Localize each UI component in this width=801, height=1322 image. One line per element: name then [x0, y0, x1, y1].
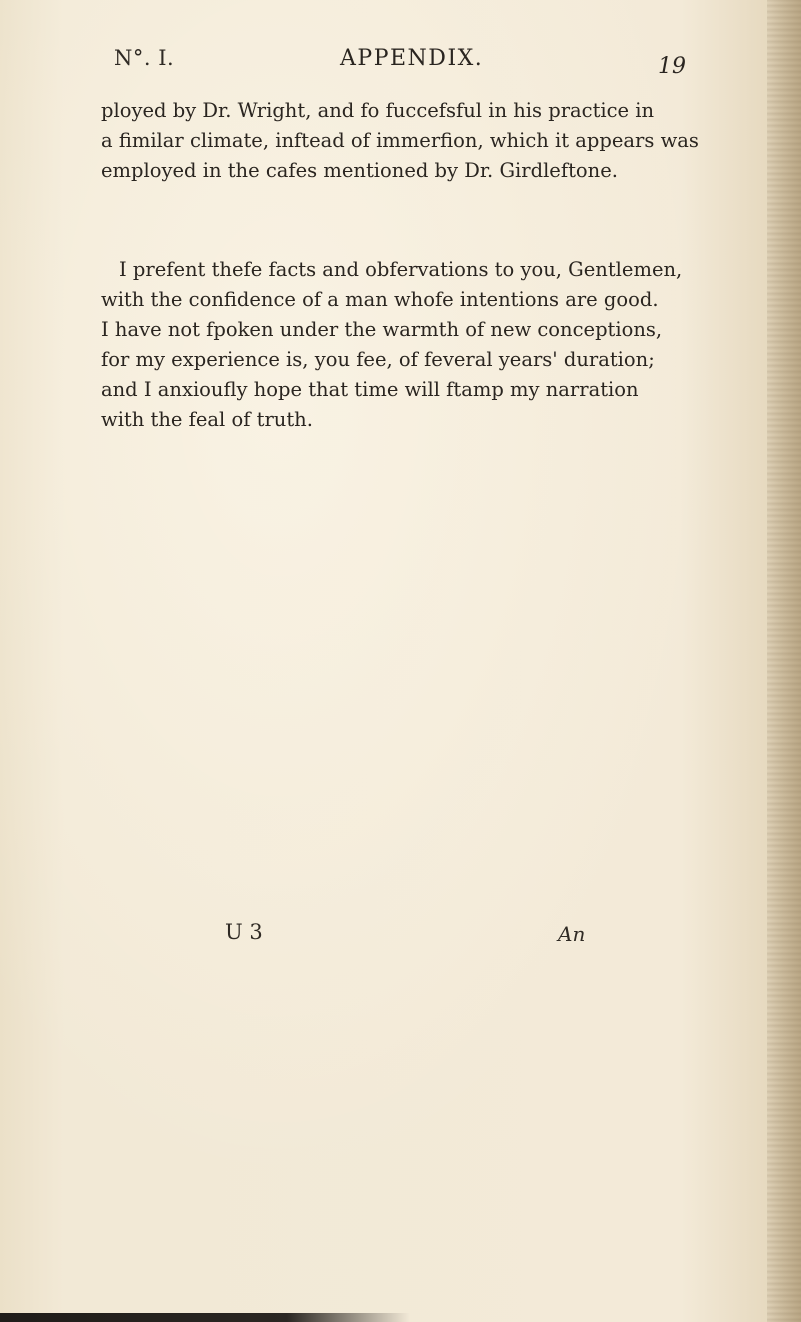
text-line: I prefent thefe facts and obfervations to you, Gentlemen,: [119, 258, 683, 281]
running-header: [114, 40, 686, 80]
text-line: with the confidence of a man whofe intentions are good.: [101, 288, 659, 311]
text-line: with the feal of truth.: [101, 408, 313, 431]
signature-mark: U 3: [225, 920, 263, 944]
paragraph-1: [101, 96, 699, 186]
text-line: employed in the cafes mentioned by Dr. Girdleftone.: [101, 159, 618, 182]
text-line: I have not fpoken under the warmth of new conceptions,: [101, 318, 663, 341]
appendix-number: N°. I.: [114, 46, 175, 70]
text-line: a fimilar climate, inftead of immerfion, which it appears was: [101, 129, 699, 152]
bottom-edge-shadow: [0, 1313, 410, 1322]
text-line: and I anxioufly hope that time will ftamp my narration: [101, 378, 639, 401]
text-line: ployed by Dr. Wright, and fo fuccefsful in his practice in: [101, 99, 655, 122]
running-title: APPENDIX.: [340, 46, 484, 71]
page-edge-shadow: [767, 0, 801, 1322]
page-number: 19: [658, 54, 686, 79]
text-line: for my experience is, you fee, of feveral years' duration;: [101, 348, 655, 371]
page-footer: [100, 920, 700, 960]
catchword: An: [558, 922, 586, 946]
paragraph-2: [101, 255, 681, 435]
